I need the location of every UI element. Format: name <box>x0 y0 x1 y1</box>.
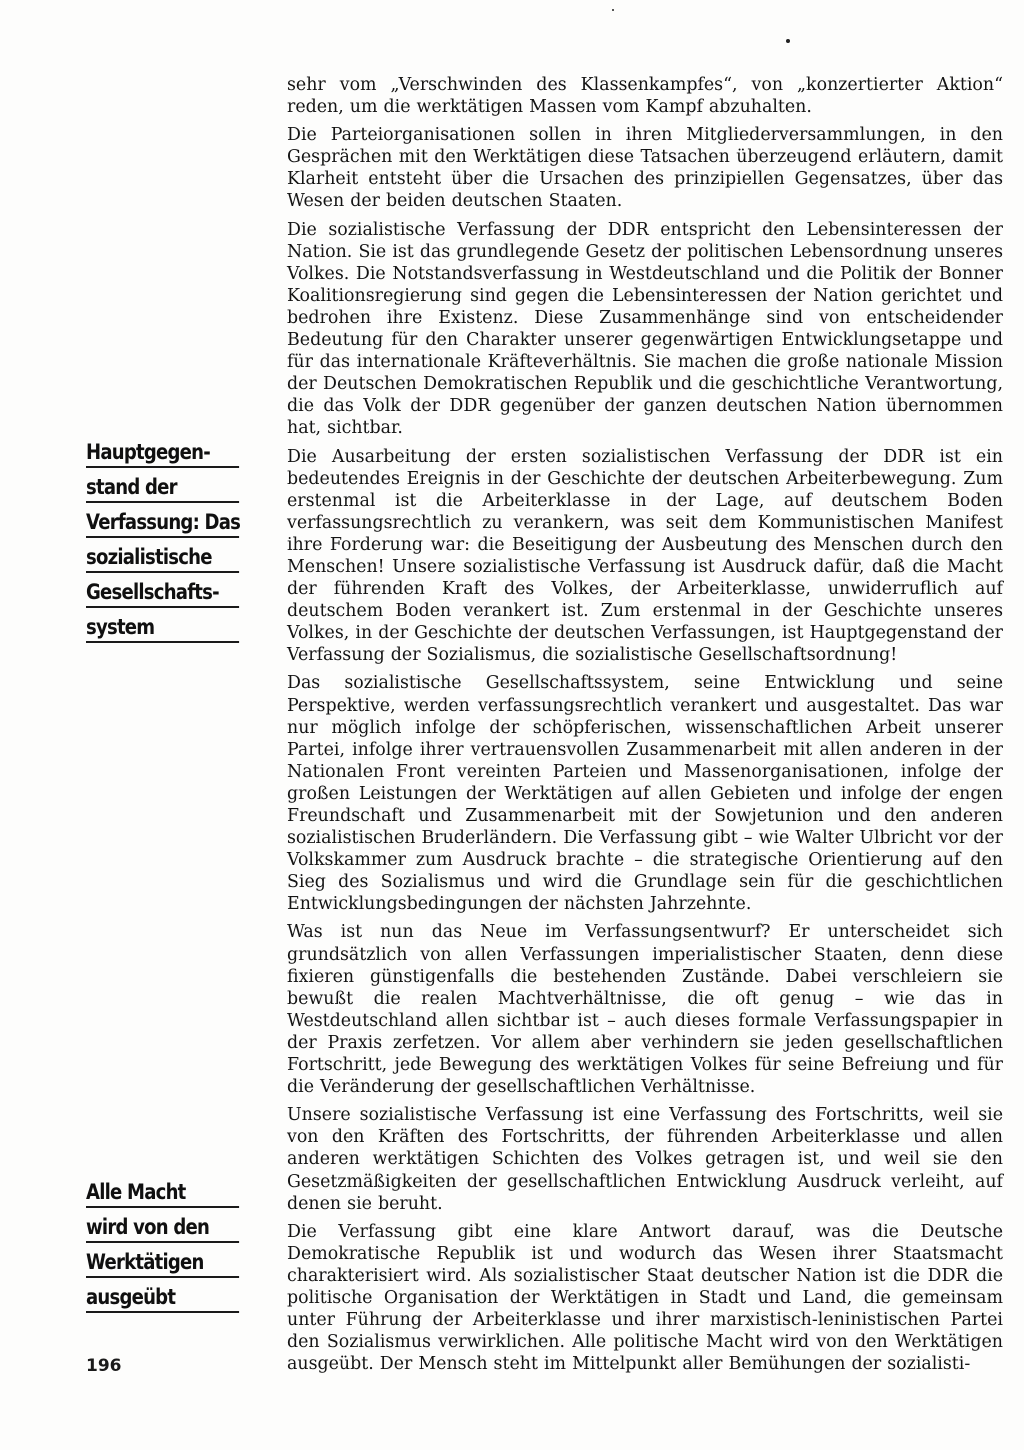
marginal-note-line: Verfassung: Das <box>86 510 239 538</box>
page-number: 196 <box>86 1356 122 1376</box>
marginal-note-line: system <box>86 615 239 643</box>
body-paragraph: Die Parteiorganisationen sollen in ihren Mitgliederversammlungen, in den Gesprächen mit den Werktätigen diese Tatsachen überzeugend erläutern, damit Klarheit entsteht über die Ursachen des prinzipiellen Gegensatzes, über das Wesen der beiden deutschen Staaten. <box>287 125 1003 212</box>
marginal-note-line: Alle Macht <box>86 1180 239 1208</box>
marginal-note-line: stand der <box>86 475 239 503</box>
body-paragraph: Das sozialistische Gesellschaftssystem, seine Entwicklung und seine Perspektive, werden verfassungsrechtlich verankert und ausgestaltet. Das war nur möglich infolge der schöpferischen, wissenschaftlichen Arbeit unserer Partei, infolge ihrer vertrauensvollen Zusammenarbeit mit allen anderen in der Nationalen Front vereinten Parteien und Massenorganisationen, infolge der großen Leistungen der Werktätigen auf allen Gebieten und infolge der engen Freundschaft und Zusammenarbeit mit der Sowjetunion und den anderen sozialistischen Bruderländern. Die Verfassung gibt – wie Walter Ulbricht vor der Volkskammer zum Ausdruck brachte – die strategische Orientierung auf den Sieg des Sozialismus und wird die Grundlage sein für die geschichtlichen Entwicklungsbedingungen der nächsten Jahrzehnte. <box>287 673 1003 915</box>
marginal-note-line: wird von den <box>86 1215 239 1243</box>
body-paragraph: Was ist nun das Neue im Verfassungsentwurf? Er unterscheidet sich grundsätzlich von allen Verfassungen imperialistischer Staaten, denn diese fixieren günstigenfalls die bestehenden Zustände. Dabei verschleiern sie bewußt die realen Machtverhältnisse, die oft genug – wie das in Westdeutschland allen sichtbar ist – auch dieses formale Verfassungspapier in der Praxis zerfetzen. Vor allem aber verhindern sie jeden gesellschaftlichen Fortschritt, jede Bewegung des werktätigen Volkes für seine Befreiung und für die Veränderung der gesellschaftlichen Verhältnisse. <box>287 922 1003 1098</box>
body-paragraph: Die sozialistische Verfassung der DDR entspricht den Lebensinteressen der Nation. Sie ist das grundlegende Gesetz der politischen Lebensordnung unseres Volkes. Die Notstandsverfassung in Westdeutschland und die Politik der Bonner Koalitionsregierung sind gegen die Lebensinteressen der Nation gerichtet und bedrohen ihre Existenz. Diese Zusammenhänge sind von entscheidender Bedeutung für den Charakter unserer gegenwärtigen Entwicklungsetappe und für das internationale Kräfteverhältnis. Sie machen die große nationale Mission der Deutschen Demokratischen Republik und die geschichtliche Verantwortung, die das Volk der DDR gegenüber der ganzen deutschen Nation übernommen hat, sichtbar. <box>287 219 1003 439</box>
marginal-note-line: Hauptgegen- <box>86 440 239 468</box>
marginal-note-power <box>86 1180 264 1320</box>
marginal-note-main-subject <box>86 440 264 650</box>
print-speck <box>786 39 790 43</box>
body-paragraph: sehr vom „Verschwinden des Klassenkampfes“, von „konzertierter Aktion“ reden, um die werktätigen Massen vom Kampf abzuhalten. <box>287 75 1003 118</box>
body-text-column <box>287 74 1003 1381</box>
marginal-note-line: ausgeübt <box>86 1285 239 1313</box>
print-speck <box>612 9 614 11</box>
marginal-note-line: Gesellschafts- <box>86 580 239 608</box>
body-paragraph: Die Verfassung gibt eine klare Antwort darauf, was die Deutsche Demokratische Republik ist und wodurch das Wesen ihrer Staatsmacht charakterisiert wird. Als sozialistischer Staat deutscher Nation ist die DDR die politische Organisation der Werktätigen in Stadt und Land, die gemeinsam unter Führung der Arbeiterklasse und ihrer marxistisch-leninistischen Partei den Sozialismus verwirklichen. Alle politische Macht wird von den Werktätigen ausgeübt. Der Mensch steht im Mittelpunkt aller Bemühungen der sozialisti- <box>287 1221 1003 1375</box>
body-paragraph: Unsere sozialistische Verfassung ist eine Verfassung des Fortschritts, weil sie von den Kräften des Fortschritts, der führenden Arbeiterklasse und allen anderen werktätigen Schichten des Volkes getragen ist, und weil sie den Gesetzmäßigkeiten der gesellschaftlichen Entwicklung Ausdruck verleiht, auf denen sie beruht. <box>287 1105 1003 1214</box>
marginal-note-line: sozialistische <box>86 545 239 573</box>
body-paragraph: Die Ausarbeitung der ersten sozialistischen Verfassung der DDR ist ein bedeutendes Ereignis in der Geschichte der deutschen Arbeiterbewegung. Zum erstenmal ist die Arbeiterklasse in der Lage, auf deutschem Boden verfassungsrechtlich zu verankern, was seit dem Kommunistischen Manifest ihre Forderung war: die Beseitigung der Ausbeutung des Menschen durch den Menschen! Unsere sozialistische Verfassung ist Ausdruck dafür, daß die Macht der führenden Kraft des Volkes, der Arbeiterklasse, unwiderruflich auf deutschem Boden verankert ist. Zum erstenmal in der Geschichte unseres Volkes, in der Geschichte der deutschen Verfassungen, ist Hauptgegenstand der Verfassung der Sozialismus, die sozialistische Gesellschaftsordnung! <box>287 446 1003 666</box>
marginal-note-line: Werktätigen <box>86 1250 239 1278</box>
